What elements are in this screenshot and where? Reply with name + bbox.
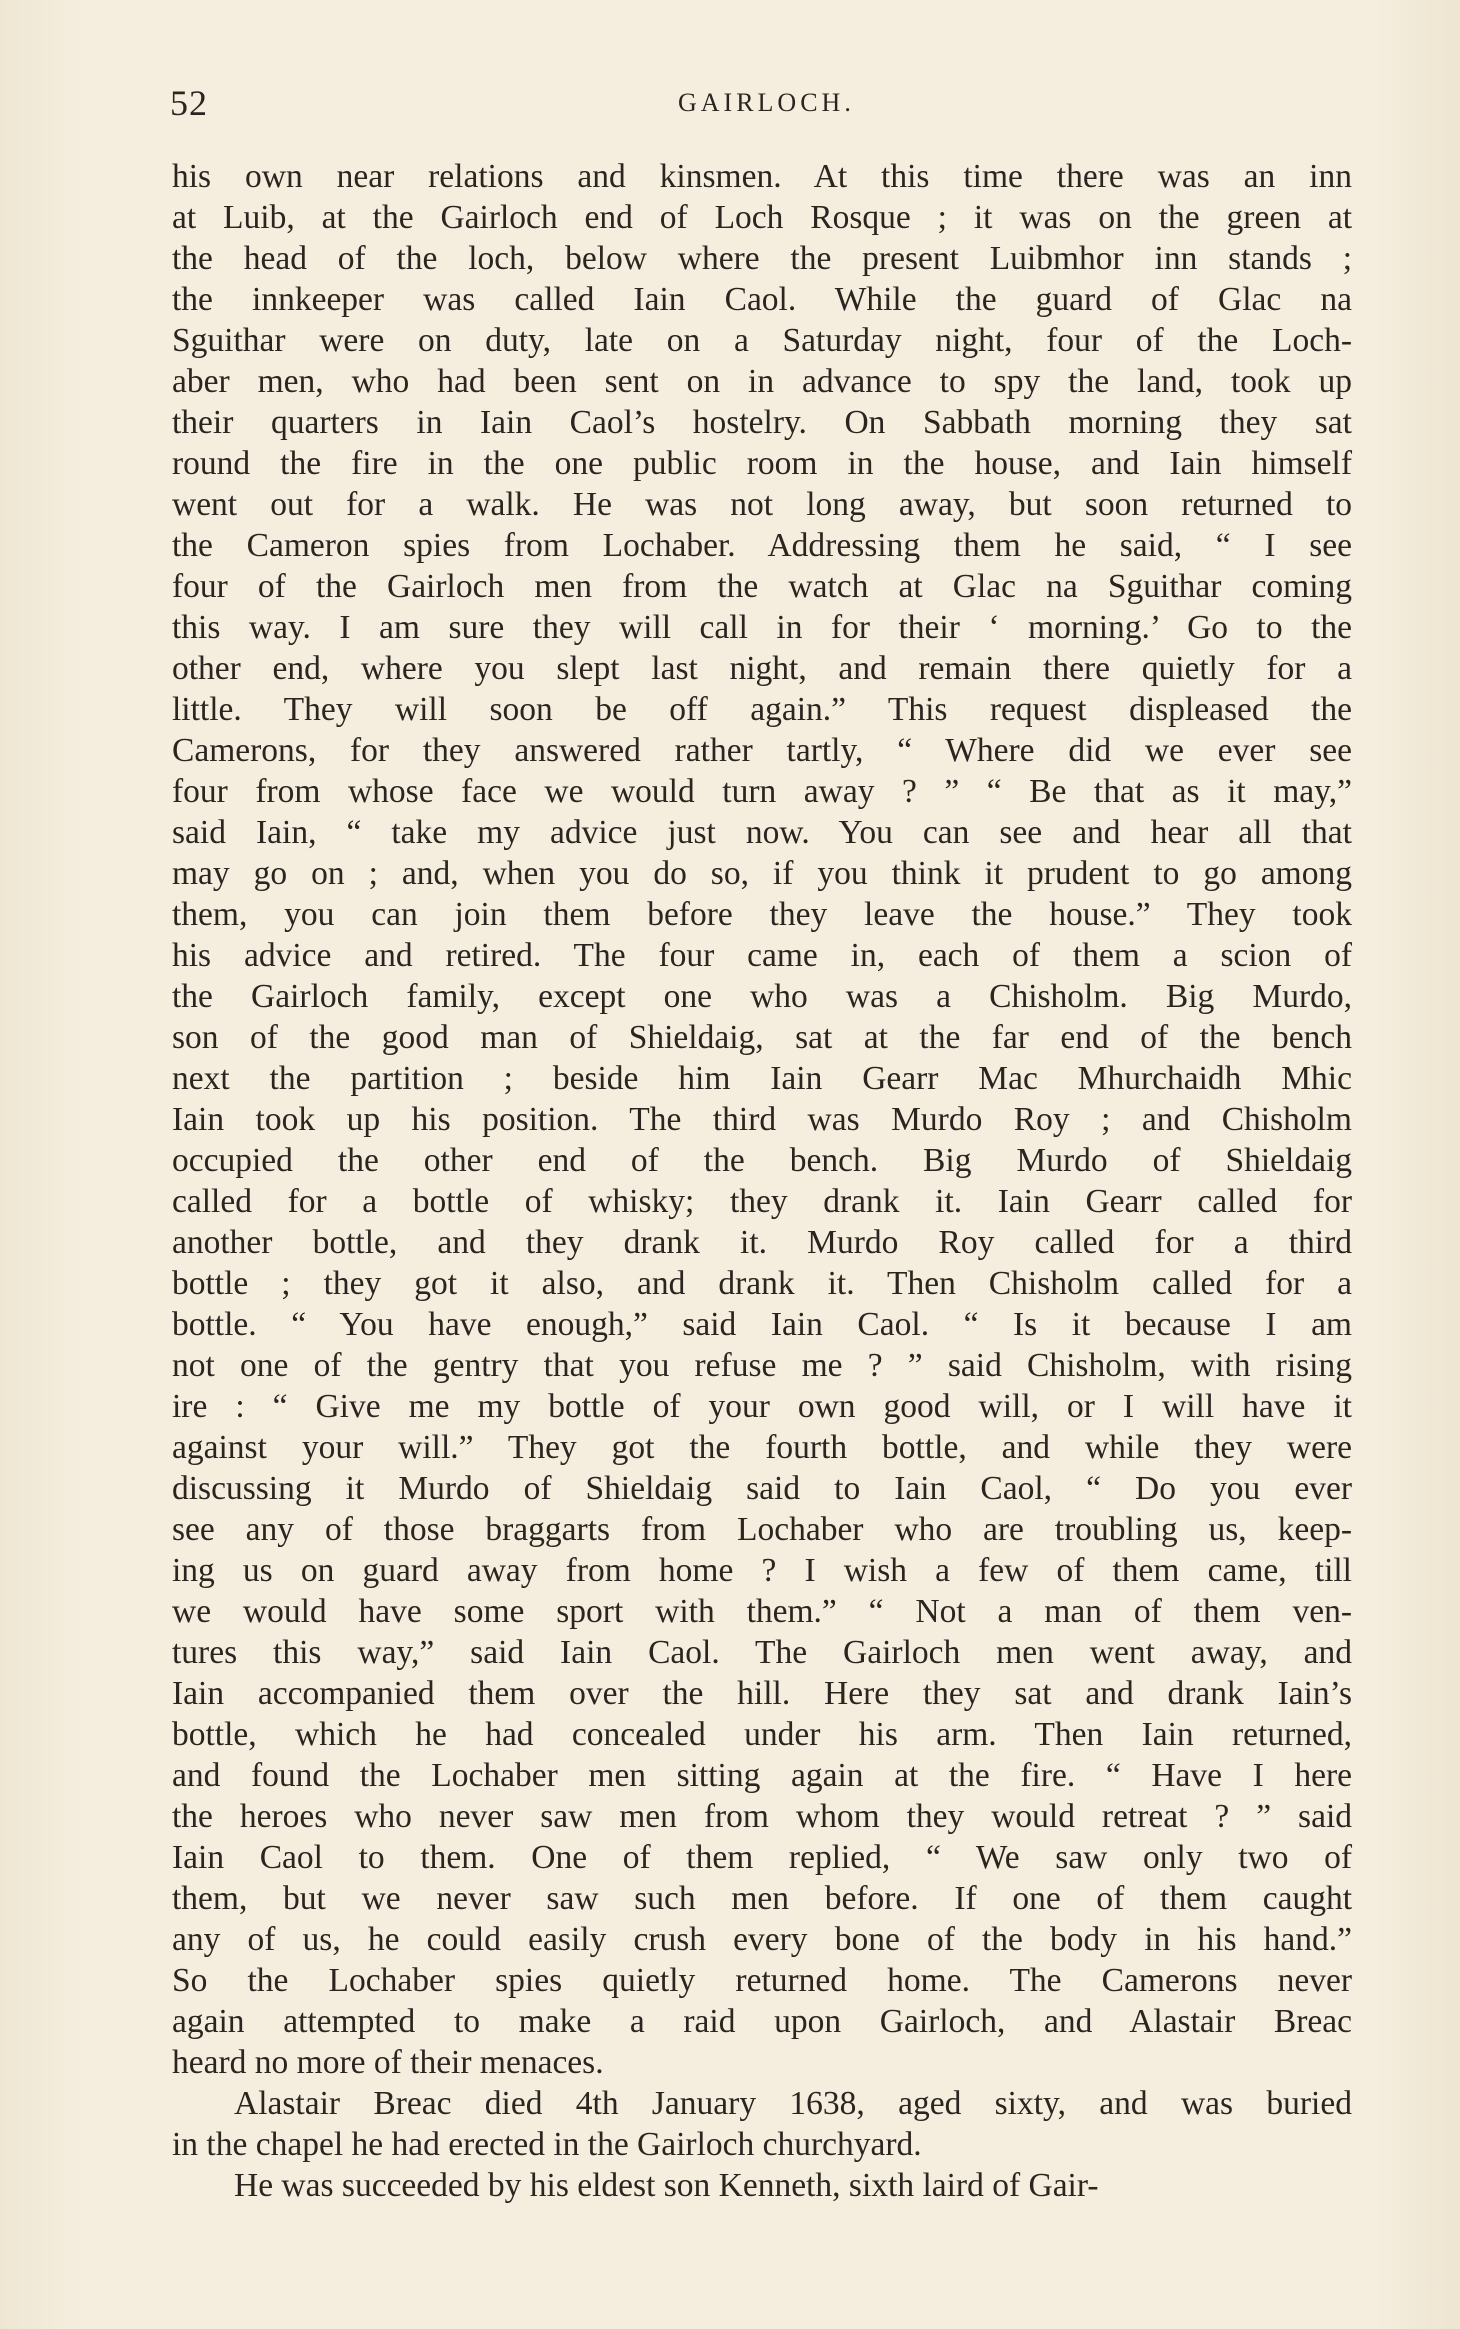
text-line: their quarters in Iain Caol’s hostelry. On Sabbath morning they sat xyxy=(172,404,1352,441)
text-line: his own near relations and kinsmen. At this time there was an inn xyxy=(172,158,1352,195)
text-line: son of the good man of Shieldaig, sat at the far end of the bench xyxy=(172,1019,1352,1056)
paragraph-start-line: He was succeeded by his eldest son Kenneth, sixth laird of Gair- xyxy=(234,2167,1099,2204)
body-text xyxy=(172,156,1352,2206)
text-line: Iain Caol to them. One of them replied, “ We saw only two of xyxy=(172,1839,1352,1876)
text-line: Iain took up his position. The third was Murdo Roy ; and Chisholm xyxy=(172,1101,1352,1138)
paragraph-start-line: Alastair Breac died 4th January 1638, aged sixty, and was buried xyxy=(234,2085,1352,2122)
text-line: little. They will soon be off again.” This request displeased the xyxy=(172,691,1352,728)
text-line: bottle, which he had concealed under his arm. Then Iain returned, xyxy=(172,1716,1352,1753)
text-line: against your will.” They got the fourth bottle, and while they were xyxy=(172,1429,1352,1466)
text-line: them, but we never saw such men before. If one of them caught xyxy=(172,1880,1352,1917)
paragraph-end-line: in the chapel he had erected in the Gairloch churchyard. xyxy=(172,2126,922,2163)
text-line: any of us, he could easily crush every bone of the body in his hand.” xyxy=(172,1921,1352,1958)
text-line: next the partition ; beside him Iain Gearr Mac Mhurchaidh Mhic xyxy=(172,1060,1352,1097)
paragraph-end-line: heard no more of their menaces. xyxy=(172,2044,604,2081)
text-line: the Gairloch family, except one who was a Chisholm. Big Murdo, xyxy=(172,978,1352,1015)
text-line: four of the Gairloch men from the watch at Glac na Sguithar coming xyxy=(172,568,1352,605)
text-line: the heroes who never saw men from whom they would retreat ? ” said xyxy=(172,1798,1352,1835)
text-line: four from whose face we would turn away ? ” “ Be that as it may,” xyxy=(172,773,1352,810)
text-line: said Iain, “ take my advice just now. You can see and hear all that xyxy=(172,814,1352,851)
text-line: at Luib, at the Gairloch end of Loch Rosque ; it was on the green at xyxy=(172,199,1352,236)
text-line: may go on ; and, when you do so, if you think it prudent to go among xyxy=(172,855,1352,892)
text-line: So the Lochaber spies quietly returned home. The Camerons never xyxy=(172,1962,1352,1999)
text-line: his advice and retired. The four came in, each of them a scion of xyxy=(172,937,1352,974)
text-line: called for a bottle of whisky; they drank it. Iain Gearr called for xyxy=(172,1183,1352,1220)
text-line: occupied the other end of the bench. Big Murdo of Shieldaig xyxy=(172,1142,1352,1179)
text-line: ire : “ Give me my bottle of your own good will, or I will have it xyxy=(172,1388,1352,1425)
text-line: went out for a walk. He was not long away, but soon returned to xyxy=(172,486,1352,523)
text-line: this way. I am sure they will call in for their ‘ morning.’ Go to the xyxy=(172,609,1352,646)
text-line: round the fire in the one public room in the house, and Iain himself xyxy=(172,445,1352,482)
running-title: GAIRLOCH. xyxy=(678,88,855,117)
text-line: bottle ; they got it also, and drank it. Then Chisholm called for a xyxy=(172,1265,1352,1302)
text-line: not one of the gentry that you refuse me ? ” said Chisholm, with rising xyxy=(172,1347,1352,1384)
text-line: another bottle, and they drank it. Murdo Roy called for a third xyxy=(172,1224,1352,1261)
text-line: the head of the loch, below where the present Luibmhor inn stands ; xyxy=(172,240,1352,277)
text-line: aber men, who had been sent on in advance to spy the land, took up xyxy=(172,363,1352,400)
text-line: and found the Lochaber men sitting again at the fire. “ Have I here xyxy=(172,1757,1352,1794)
text-line: the Cameron spies from Lochaber. Addressing them he said, “ I see xyxy=(172,527,1352,564)
text-line: them, you can join them before they leave the house.” They took xyxy=(172,896,1352,933)
text-line: discussing it Murdo of Shieldaig said to Iain Caol, “ Do you ever xyxy=(172,1470,1352,1507)
running-head xyxy=(170,82,1350,122)
text-line: Sguithar were on duty, late on a Saturday night, four of the Loch- xyxy=(172,322,1352,359)
text-line: see any of those braggarts from Lochaber who are troubling us, keep- xyxy=(172,1511,1352,1548)
text-line: bottle. “ You have enough,” said Iain Caol. “ Is it because I am xyxy=(172,1306,1352,1343)
text-line: other end, where you slept last night, and remain there quietly for a xyxy=(172,650,1352,687)
text-line: Camerons, for they answered rather tartly, “ Where did we ever see xyxy=(172,732,1352,769)
text-line: ing us on guard away from home ? I wish a few of them came, till xyxy=(172,1552,1352,1589)
text-line: tures this way,” said Iain Caol. The Gairloch men went away, and xyxy=(172,1634,1352,1671)
text-line: again attempted to make a raid upon Gairloch, and Alastair Breac xyxy=(172,2003,1352,2040)
text-line: we would have some sport with them.” “ Not a man of them ven- xyxy=(172,1593,1352,1630)
page-number: 52 xyxy=(170,83,208,123)
text-line: Iain accompanied them over the hill. Here they sat and drank Iain’s xyxy=(172,1675,1352,1712)
text-line: the innkeeper was called Iain Caol. While the guard of Glac na xyxy=(172,281,1352,318)
